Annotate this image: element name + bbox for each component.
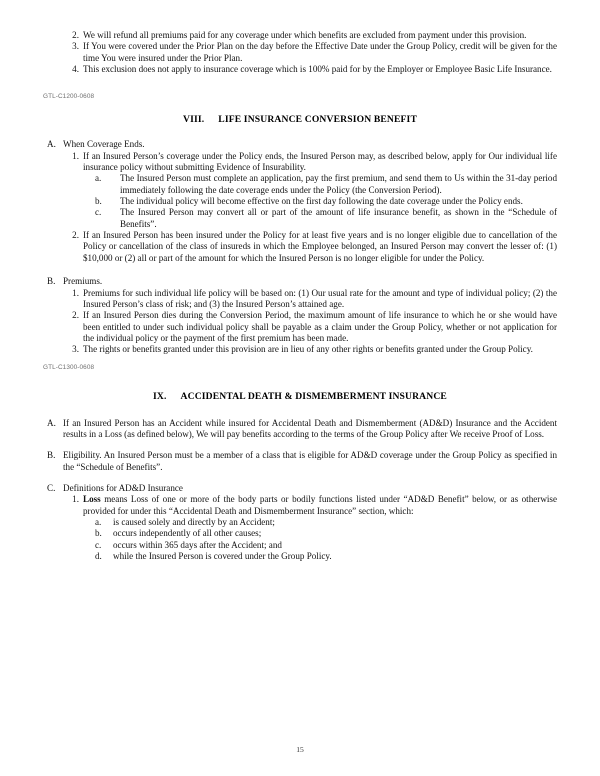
sublist-item <box>95 551 557 562</box>
list-item-text: The rights or benefits granted under this provision are in lieu of any other rights or benefits granted under the Group Policy. <box>83 344 533 355</box>
list-item <box>65 310 557 344</box>
sublist-item-text: The Insured Person may convert all or part of the amount of life insurance benefit, as shown in the “Schedule of Benefits”. <box>120 207 557 229</box>
sublist-marker: c. <box>95 539 102 550</box>
subsection-b-paragraph <box>47 450 557 473</box>
subsection-b-heading <box>47 276 557 287</box>
section-title: ACCIDENTAL DEATH & DISMEMBERMENT INSURANCE <box>180 390 447 402</box>
sublist-item <box>95 528 557 539</box>
list-item-text: means Loss of one or more of the body parts or bodily functions listed under “AD&D Benefit” below, or as otherwise provided for under this “Accidental Death and Dismemberment Insurance” section, which: <box>83 494 557 516</box>
subsection-marker: B. <box>47 276 56 287</box>
section-heading-ix <box>43 391 557 402</box>
sublist-item <box>95 207 557 230</box>
sublist-item-text: The Insured Person must complete an application, pay the first premium, and send them to Us within the 31-day period immediately following the date coverage ends under the Policy (the Conversion Period). <box>120 173 557 195</box>
list-marker: 2. <box>72 310 79 321</box>
sublist-item-text: occurs independently of all other causes; <box>113 528 262 539</box>
list-marker: 3. <box>72 41 79 52</box>
subsection-a-heading <box>47 139 557 150</box>
continued-list <box>43 30 557 75</box>
list-marker: 1. <box>72 287 79 298</box>
subsection-c-heading <box>47 483 557 494</box>
list-item-text: If an Insured Person dies during the Conversion Period, the maximum amount of life insurance to which he or she would have been entitled to under such individual policy shall be payable as a claim under the Group Policy, whether or not application for the individual policy or the payment of the first premium has been made. <box>83 310 557 343</box>
subsection-heading-text: Definitions for AD&D Insurance <box>63 482 183 493</box>
list-item <box>65 230 557 264</box>
sublist-marker: c. <box>95 207 102 218</box>
sublist-marker: a. <box>95 173 102 184</box>
list-item <box>65 494 557 517</box>
sublist-item-text: is caused solely and directly by an Accident; <box>113 516 275 527</box>
list-marker: 1. <box>72 494 79 505</box>
list-item <box>65 30 557 41</box>
list-marker: 2. <box>72 30 79 40</box>
list-item-text: If You were covered under the Prior Plan on the day before the Effective Date under the Group Policy, credit will be given for the time You were insured under the Prior Plan. <box>83 41 557 63</box>
list-marker: 4. <box>72 64 79 75</box>
sublist-item <box>95 173 557 196</box>
section-heading-viii <box>43 114 557 125</box>
list-item <box>65 151 557 174</box>
sublist-item-text: The individual policy will become effective on the first day following the date coverage under the Policy ends. <box>120 196 523 207</box>
form-code-first: GTL-C1200-0608 <box>43 93 95 101</box>
subsection-a-paragraph <box>47 418 557 441</box>
list-item <box>65 64 557 75</box>
sublist-item <box>95 540 557 551</box>
list-item-text: Premiums for such individual life policy will be based on: (1) Our usual rate for the amount and type of individual policy; (2) the Insured Person’s class of risk; and (3) the Insured Person’s attained age. <box>83 287 557 309</box>
section-numeral: IX. <box>153 390 167 402</box>
list-marker: 2. <box>72 230 79 241</box>
subsection-text: Eligibility. An Insured Person must be a member of a class that is eligible for AD&D coverage under the Group Policy as specified in the “Schedule of Benefits”. <box>63 450 557 472</box>
subsection-heading-text: When Coverage Ends. <box>63 139 145 150</box>
list-item <box>65 344 557 355</box>
defined-term: Loss <box>83 494 101 505</box>
sublist-item-text: occurs within 365 days after the Accident; and <box>113 539 282 550</box>
list-marker: 3. <box>72 344 79 355</box>
subsection-text: If an Insured Person has an Accident while insured for Accidental Death and Dismemberment (AD&D) Insurance and the Accident results in a Loss (as defined below), We will pay benefits according to the terms of the Group Policy after We receive Proof of Loss. <box>63 417 557 439</box>
list-item <box>65 288 557 311</box>
subsection-marker: C. <box>47 482 56 493</box>
subsection-marker: A. <box>47 417 56 428</box>
list-marker: 1. <box>72 150 79 161</box>
sublist-item-text: while the Insured Person is covered under the Group Policy. <box>113 551 332 561</box>
section-title: LIFE INSURANCE CONVERSION BENEFIT <box>218 114 417 126</box>
sublist-marker: d. <box>95 551 102 561</box>
list-item-text: This exclusion does not apply to insurance coverage which is 100% paid for by the Employer or Employee Basic Life Insurance. <box>83 64 552 75</box>
section-numeral: VIII. <box>182 114 205 126</box>
sublist-item <box>95 517 557 528</box>
list-item-text: If an Insured Person’s coverage under the Policy ends, the Insured Person may, as described below, apply for Our individual life insurance policy without submitting Evidence of Insurability. <box>83 150 557 173</box>
form-code-second: GTL-C1300-0608 <box>43 363 95 371</box>
sublist-marker: b. <box>95 528 102 539</box>
sublist-marker: a. <box>95 516 102 527</box>
sublist-item <box>95 196 557 207</box>
subsection-marker: A. <box>47 139 56 150</box>
page-number: 15 <box>296 745 304 754</box>
list-item-text: If an Insured Person has been insured under the Policy for at least five years and is no longer eligible due to cancellation of the Policy or cancellation of the class of insureds in which the Employee belonged, an Insured Person may convert the lesser of: (1) $10,000 or (2) all or part of the amount for which the Insured Person is no longer eligible for under the Policy. <box>83 230 557 263</box>
subsection-marker: B. <box>47 450 56 461</box>
list-item-text: We will refund all premiums paid for any coverage under which benefits are excluded from payment under this provision. <box>83 30 527 40</box>
subsection-heading-text: Premiums. <box>63 276 103 287</box>
list-item <box>65 41 557 64</box>
sublist-marker: b. <box>95 196 102 207</box>
